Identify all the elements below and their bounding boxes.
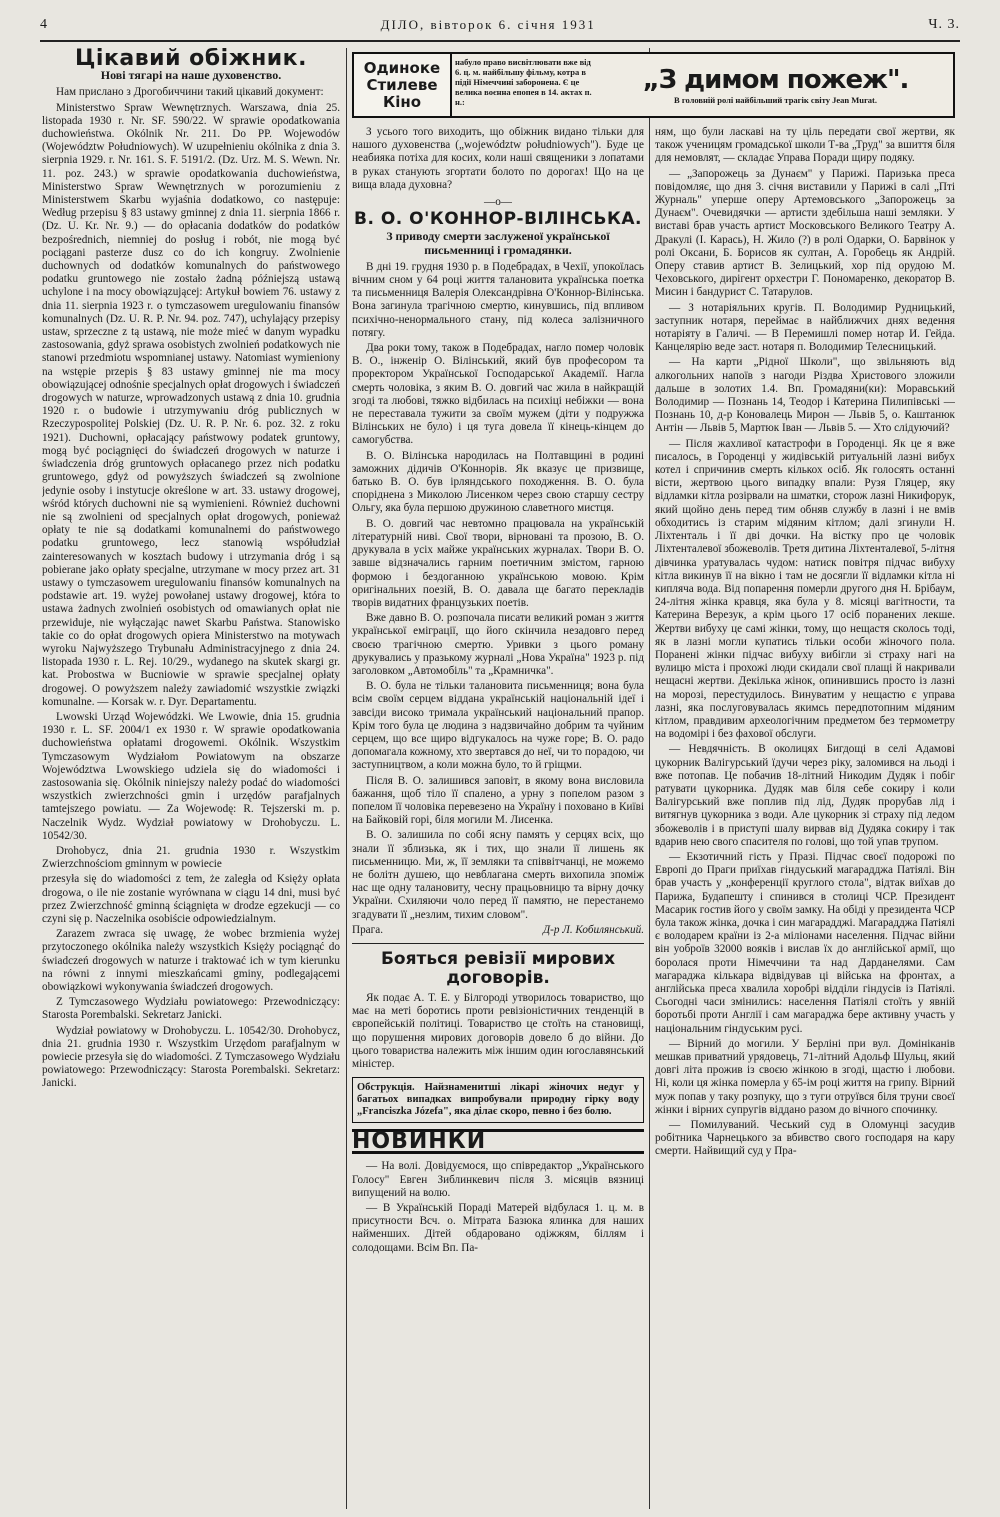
news-item: — З нотаріяльних кругів. П. Володимир Рудницький, заступник нотаря, переймає в найближчих днях ведення нотаріяту в Галичі. — В Перемишлі помер нотар И. Гейда. Канцелярію веде заст. нотаря п. Володимир Телесницький. xyxy=(655,301,955,354)
column-2 xyxy=(352,126,644,1509)
obituary-title: В. О. О'КОННОР-ВІЛІНСЬКА. xyxy=(354,209,642,230)
column-3 xyxy=(655,126,955,1509)
article-title: Бояться ревізії мирових договорів. xyxy=(380,948,616,988)
author-signature: Д-р Л. Кобилянський. xyxy=(543,923,644,936)
news-item: — Помилуваний. Чеський суд в Оломунці засудив робітника Чарнецького за вбивство свого господаря на кару смерти. Найвищий суд у Пра- xyxy=(655,1119,955,1158)
obituary-subtitle: З приводу смерти заслуженої української письменниці і громадянки. xyxy=(386,229,610,257)
running-header xyxy=(40,10,960,42)
paragraph: З усього того виходить, що обіжник видано тільки для нашого духовенства („województw południowych"). Буде це неабияка потіха для косих, коли наші священики з лопатами в руках станують згортати болото по дорогах! Що на це вища влада духовна? xyxy=(352,126,644,191)
paragraph: Ministerstwo Spraw Wewnętrznych. Warszawa, dnia 25. listopada 1930 r. Nr. SF. 590/22. W sprawie opodatkowania duchowieństwa. Okólnik Nr. 211. Do PP. Wojewodów (Województw Południowych). W uzupełnieniu okólnika z dnia 3. sierpnia 1929. r. Nr. 161. S. F. 5191/2. (Dz. Urz. M. S. Wewn. Nr. 11. poz. 243.) w sprawie opodatkowania duchowieństwa, Ministerstwo Spraw Wewnętrznych w porozumieniu z Ministerstwem Skarbu wyjaśnia dodatkowo, co następuje: Według przepisu § 83 ustawy gminnej z dnia 11. sierpnia 1866 r. (Dz. U. Kr. Nr. 9.) — do opłacania dodatków do podatków bezpośrednich, niemniej do posług i robót, nie mogą być pociągani pasterze dusz co do ich kongruy. Zwolnienie duchownych od dodatków komunalnych do państwowego podatku gruntowego nie zostało żadną późniejszą ustawą uchylone i na mocy obowiązującej: Artykuł bowiem 76. ustawy z dnia 11. sierpnia 1923 r. o tymczasowem uregulowaniu finansów komunalnych (Dz. U. R. P. Nr. 94. poz. 747), uchylający przepisy ustaw, sprzeczne z tą ustawą, nie może mieć w danym wypadku zastosowania, gdyż sprawa osobistych zwolnień podatkowych nie stanowi przedmiotu wspomnianej ustawy. Natomiast wymieniony na wstępie przepis § 83 ustawy gminnej nie ma mocy obowiązującej odnośnie specjalnych opłat drogowych i świadczeń drogowych w naturze, wprowadzonych ustawą z dnia 10. grudnia 1920 r. o budowie i utrzymywaniu dróg publicznych w Rzeczypospolitej Polskiej (Dz. U. R. P. Nr. 6. poz. 32. z roku 1921). Duchowni, opłacający państwowy podatek gruntowy, mogą być pociągnięci do świadczeń drogowych w naturze i świadczenia dróg gruntowych opłacanego przez nich podatku gruntowego, gdyż od powyższych świadczeń są zwolnione jedynie osoby i instytucje określone w art. 33. ustawy drogowej, wśród których duchowni nie są wymienieni. Również duchowni nie są zwolnieni od specjalnych opłat drogowych, ponieważ opłaty te nie są dodatkami komunalnemi do państwowego podatku gruntowego, lecz stanowią współudział zainteresowanych w kosztach budowy i utrzymania dróg i są pobierane jako opłaty specjalne, utrzymane w mocy przez art. 31 ustawy o tymczasowem uregulowaniu finansów komunalnych na podstawie art. 19. wyżej powołanej ustawy drogowej, która to ustawa żadnych zwolnień osobistych od omawianych opłat nie przewiduje, nie wyłączając nawet Skarbu Państwa. Stanowisko takie co do opłat drogowych opiera Ministerstwo na motywach wyroku Najwyższego Trybunału Administracyjnego z dnia 24. listopada 1930 r. L. Rej. 10/29., wydanego na skutek skargi gr. kat. Probostwa w Bucniowie w sprawie specjalnej opłaty drogowej. O powyższem należy zawiadomić wszystkie związki komunalne. — Korsak w. r. Dyr. Departamentu. xyxy=(42,101,340,708)
news-item: — Після жахливої катастрофи в Городенці. Як це я вже писалось, в Городенці у жидівській ритуальній лазні вибух котел і спричинив смерть кількох осіб. Як голосять останні вісти, жертвою цього випадку впали: Рузя Гляцер, яку відламки кітла розірвали на шматки, сторож лазні Никифорук, який щойно день перед тим обняв службу в лазні і не вмів обходитись із старим мідяним кітлом; далі згинули Н. Ліхтенталь і її дві дочки. На вістку про це чоловік Ліхтенталевої збожеволів. Третя дитина Ліхтенталевої, 5-літня дівчинка уратувалась чудом: натиск повітря підчас вибуху кітла викинув її на вікно і там не досягли її відламки кітла ні кипляча вода. Від попарення померли другого дня Н. Брібаум, 24-літня жінка кравця, яка була у 8. місяці вагітности, та Катерина Верезук, а крім цього 17 осіб поранених лекше. Жертви вибуху це самі жінки, тому, що нещастя сколось тоді, як в лазні могли купатись тільки особи жіночого пола. Поранені жінки підчас вибуху вибігли зі страху нагі на вулицю міста і прохожі люди скидали свої плащі й накривали нещасні жертви. Декілька жінок, опинившись просто із лазні на морозі, перестудилось. Винуватим у нещастю є управа лазні, яка послуговувалась якимсь передпотопним мідяним кітлом, правдивим археологічним предметом без термометру на водомірі і без фахової обслуги. xyxy=(655,437,955,741)
news-item: — „Запорожець за Дунаєм" у Парижі. Паризька преса повідомляє, що дня 3. січня виставили у Парижі в салі „Пті Журналь" уперше оперу Артемовського „Запорожець за Дунаєм". Очевидячки — артисти здебільша наші земляки. У виставі брав участь артист Московського Великого Театру А. Дракулі (І. Карась), Н. Жило (?) в ролі Одарки, О. Барвінок у ролі Оксани, Б. Борисов як султан, А. Горобець як Андрій. Оперу ставив артист В. Зелицький, хор під орудою М. Чеховського, дирігент орхестри Г. Пономаренко, декоратор В. Мисин і бандурист С. Татарулов. xyxy=(655,167,955,299)
advertisement-notice: Обструкція. Найзнаменитші лікарі жіночих недуг у багатьох випадках випробували природну гірку воду „Franciszka Józefa", яка ділає скоро, певно і без болю. xyxy=(352,1077,644,1123)
news-item: — На волі. Довідуємося, що співредактор „Українського Голосу" Евген Зиблинкевич після 3. місяців вязниці випущений на волю. xyxy=(352,1160,644,1199)
section-header: НОВИНКИ xyxy=(352,1129,644,1154)
paragraph: Zarazem zwraca się uwagę, że wobec brzmienia wyżej przytoczonego okólnika należy wszystkich Księży pociągnąć do świadczeń drogowych w naturze i traktować ich w tym kierunku na równi z innymi mieszkańcami gminy, podlegającemi obowiązkowi wykonywania świadczeń drogowych. xyxy=(42,928,340,994)
paragraph: ням, що були ласкаві на ту ціль передати свої жертви, як також ученицям громадської школи Т-ва „Труд" за вшиття біля для немовлят, — складає Управа Поради щиру подяку. xyxy=(655,126,955,165)
paragraph: В. О. була не тільки талановита письменниця; вона була всім своїм серцем віддана українській національній ідеї і завсіди високо тримала український національний прапор. Крім того була це людина з надзвичайно добрим та чуйним серцем, що все щиро відгукалось на чуже горе; В. О. радо допомагала кожному, хто звертався до неї, чи то порадою, чи заступництвом, а коли можна було, то й гріщми. xyxy=(352,680,644,772)
news-item: — Вірний до могили. У Берліні при вул. Домініканів мешкав приватний урядовець, 71-літний Адольф Шульц, який довгі літа прожив із своєю жінкою в згоді, щастю і любови. Ні, коли ця жінка померла у 65-ім році життя на грипу. Вірний муж попав у таку розпуку, що з туги отруївся біля труни своєї жінки і вірних супругів віддано разом до вічного спочинку. xyxy=(655,1037,955,1116)
divider-line xyxy=(352,943,644,944)
paragraph: Wydział powiatowy w Drohobyczu. L. 10542/30. Drohobycz, dnia 21. grudnia 1930 r. Wszystkim Urzędom parafjalnym w powiecie przesyła się do wiadomości. Z Tymczasowego Wydziału powiatowego: Przewodniczący: Starosta Porembalski. Sekretarz: Janicki. xyxy=(42,1024,340,1090)
column-rule xyxy=(649,48,650,1509)
cinema-name: Одиноке Стилеве Кіно xyxy=(354,54,452,116)
article-title: Цікавий обіжник. xyxy=(75,48,307,71)
news-item: — Невдячність. В околицях Бигдощі в селі Адамові цукорник Валігурський їдучи через ріку, заломився на льоді і вже потопав. Це побачив 18-літний Никодим Дудяк і побіг ратувати цукорника. Дудяк мав біля себе сокиру і коли Валігурський вже поплив під лід, Дудяк прорубав лід і витягнув цукорника з води. Але цукорник зі страху під ледом збожеволів і в приступі шалу вирвав від Дудяка сокиру і так вдарив нею свого спасителя по голові, що той упав трупом. xyxy=(655,743,955,848)
article-subtitle: Нові тягарі на наше духовенство. xyxy=(100,68,282,83)
page-number-left: 4 xyxy=(40,17,48,32)
paragraph: Два роки тому, також в Подебрадах, нагло помер чоловік В. О., інженір О. Вілінський, який був професором та проректором Української Господарської Академії. Нагла смерть чоловіка, з яким В. О. довгий час жила в найкращій згоді та любові, тяжко відбилась на психіці небіжки — вона не переставала тужити за своїм мужем (діти у подружжа Вілінських не було) і ця туга довела її кінець-кінцем до самогубства. xyxy=(352,342,644,447)
news-item: — В Українській Пораді Матерей відбулася 1. ц. м. в присутности Всч. о. Мітрата Базюка ялинка для наших найменших. Дітей обдаровано одіжжям, біллям і солодощами. Всім Вп. Па- xyxy=(352,1202,644,1254)
column-rule xyxy=(346,48,347,1509)
film-tagline: В головній ролі найбільший трагік світу Jean Murat. xyxy=(674,95,877,105)
masthead-date: ДІЛО, вівторок 6. січня 1931 xyxy=(380,17,596,32)
column-1 xyxy=(42,48,340,1509)
paragraph: Вже давно В. О. розпочала писати великий роман з життя української еміграції, що його скінчила незадовго перед своєю трагічною смертю. Уривки з цього роману друкувались у празькому журналі „Нова Україна" 1923 р. під заголовком „Автомобіль" та „Крамничка". xyxy=(352,612,644,677)
paragraph: Як подає А. Т. Е. у Білгороді утворилось товариство, що має на меті боротись проти ревізіоністичних тенденцій в європейській політиці. Товариство це стоїть на становищі, що порушення мирових договорів довело б до війни. До цього товариства належить між іншим один югославянський міністер. xyxy=(352,991,644,1070)
paragraph: przesyła się do wiadomości z tem, że zaległa od Księży opłata drogowa, o ile nie zostanie wyrównana w ciągu 14 dni, musi być przez Zwierzchność gminną ściągnięta w drodze egzekucji — co czyni się p. Naczelnika osobiście odpowiedzialnym. xyxy=(42,873,340,925)
dateline-place: Прага. xyxy=(352,923,383,936)
film-title: „З димом пожеж". xyxy=(642,65,909,95)
ad-description: набуло право висвітлювати вже від 6. ц. м. найбільшу фільму, котра в підії Німеччині заборонена. Є це велика воєнна епопея в 14. актах п. н.: xyxy=(455,57,592,107)
paragraph: В. О. залишила по собі ясну память у серцях всіх, що знали її зблизька, як і тих, що знали її лишень як письменницю. Ми, ж, її земляки та співвітчанці, не можемо не болітн душею, що невблагана смерть вихопила зпоміж нас ще одну талановиту, чесну працьовницю та вірну дочку України. Схиляючи чоло перед її памятю, не перестанемо згадувати її „незлим, тихим словом". xyxy=(352,829,644,921)
paragraph: В дні 19. грудня 1930 р. в Подебрадах, в Чехії, упокоїлась вічним сном у 64 році життя талановита українська поетка та письменниця Валерія Олександрівна О'Коннор-Вілінська. Вона загинула трагічною смертю, кинувшись, під впливом психічно-ненормального стану, під колеса залізничного потягу. xyxy=(352,260,644,339)
paragraph: В. О. довгий час невтомно працювала на українській літературній ниві. Свої твори, вірновані та прозою, В. О. друкувала в усіх майже українських журналах. Твори В. О. завше відзначались гарним поетичним змістом, гарною формою і бездоганною українською мовою. Крім оригінальних поезій, В. О. давала ще багато перекладів творів видатних французьких поетів. xyxy=(352,517,644,609)
paragraph: Нам прислано з Дрогобиччини такий цікавий документ: xyxy=(56,86,324,99)
paragraph: Lwowski Urząd Wojewódzki. We Lwowie, dnia 15. grudnia 1930 r. L. SF. 2004/1 ex 1930 r. W sprawie opodatkowania duchowieństwa opłatami drogowemi. Okólnik. Wszystkim Tymczasowym Wydziałom Powiatowym na obszarze Województwa Lwowskiego udziela się do wiadomości i zastosowania się. Okólnik niniejszy należy podać do wiadomości wszystkich zwierzchności gmin i urzędów parafjalnych tamtejszego powiatu. — Za Wojewodę: R. Tejszerski m. p. Naczelnik Wydz. Wydział powiatowy w Drohobyczu. L. 10542/30. xyxy=(42,710,340,842)
issue-number: Ч. 3. xyxy=(928,17,960,32)
news-item: — Екзотичний гість у Празі. Підчас своєї подорожі по Европі до Праги приїхав гіндуський магарадджа Патіялі. Він брав участь у „конференції круглого стола", відтак виїхав до Парижа, Будапешту і спинився в столиці ЧСР. Президент Масарик гостив його у своїм замку. На обіді у президента ЧСР була також жінка, дочка і син магарадджі. Магарадджа Патіялі є володарем країни із 2-а міліонами населення. Підчас війни він уоброїв 32000 вояків і вислав їх до англійської армії, що боролася проти Німеччини та над Дарданелями. Сам магараджа кількара відвідував ці війська на фронтах, а англійська преса хвалила хоробрі відділи гіндусів із Патіялі. Сьогодні часи змінились: населення Патіялі стоїть у явній боротьбі проти Англії і сам магараджа бере активну участь у національним гіндуським русі. xyxy=(655,850,955,1035)
paragraph: Z Tymczasowego Wydziału powiatowego: Przewodniczący: Starosta Porembalski. Sekretarz Janicki. xyxy=(42,996,340,1022)
paragraph: Drohobycz, dnia 21. grudnia 1930 r. Wszystkim Zwierzchnościom gminnym w powiecie xyxy=(42,844,340,871)
film-title-block xyxy=(598,54,953,116)
paragraph: Після В. О. залишився заповіт, в якому вона висловила бажання, щоб тіло її спалено, а урну з попелом разом з попелом її чоловіка перевезено на Україну і поховано в Київі на Байковій горі, біля могили М. Лисенка. xyxy=(352,774,644,827)
section-divider: —о— xyxy=(484,196,512,209)
paragraph: В. О. Вілінська народилась на Полтавщині в родині заможних дідичів О'Коннорів. Як вказує це призвище, батько В. О. був ірляндського походження. В. О. була споріднена з Миколою Лисенком через свою старшу сестру Ольгу, яка була першою дружиною славетного мистця. xyxy=(352,449,644,515)
news-item: — На карти „Рідної Школи", що звільняють від алкогольних напоїв з нагоди Різдва Христового зложили дальше в золотих 1.4. Вп. Громадяни(ки): Моравський Володимир — Познань 14, Теодор і Катерина Пилипівські — Познань 10, д-р Коновалець Мирон — Львів 5, о. Каштанюк Антін — Львів 5, Мартюк Іван — Львів 5. — Хто слідуючий? xyxy=(655,356,955,435)
cinema-advertisement xyxy=(352,52,955,124)
